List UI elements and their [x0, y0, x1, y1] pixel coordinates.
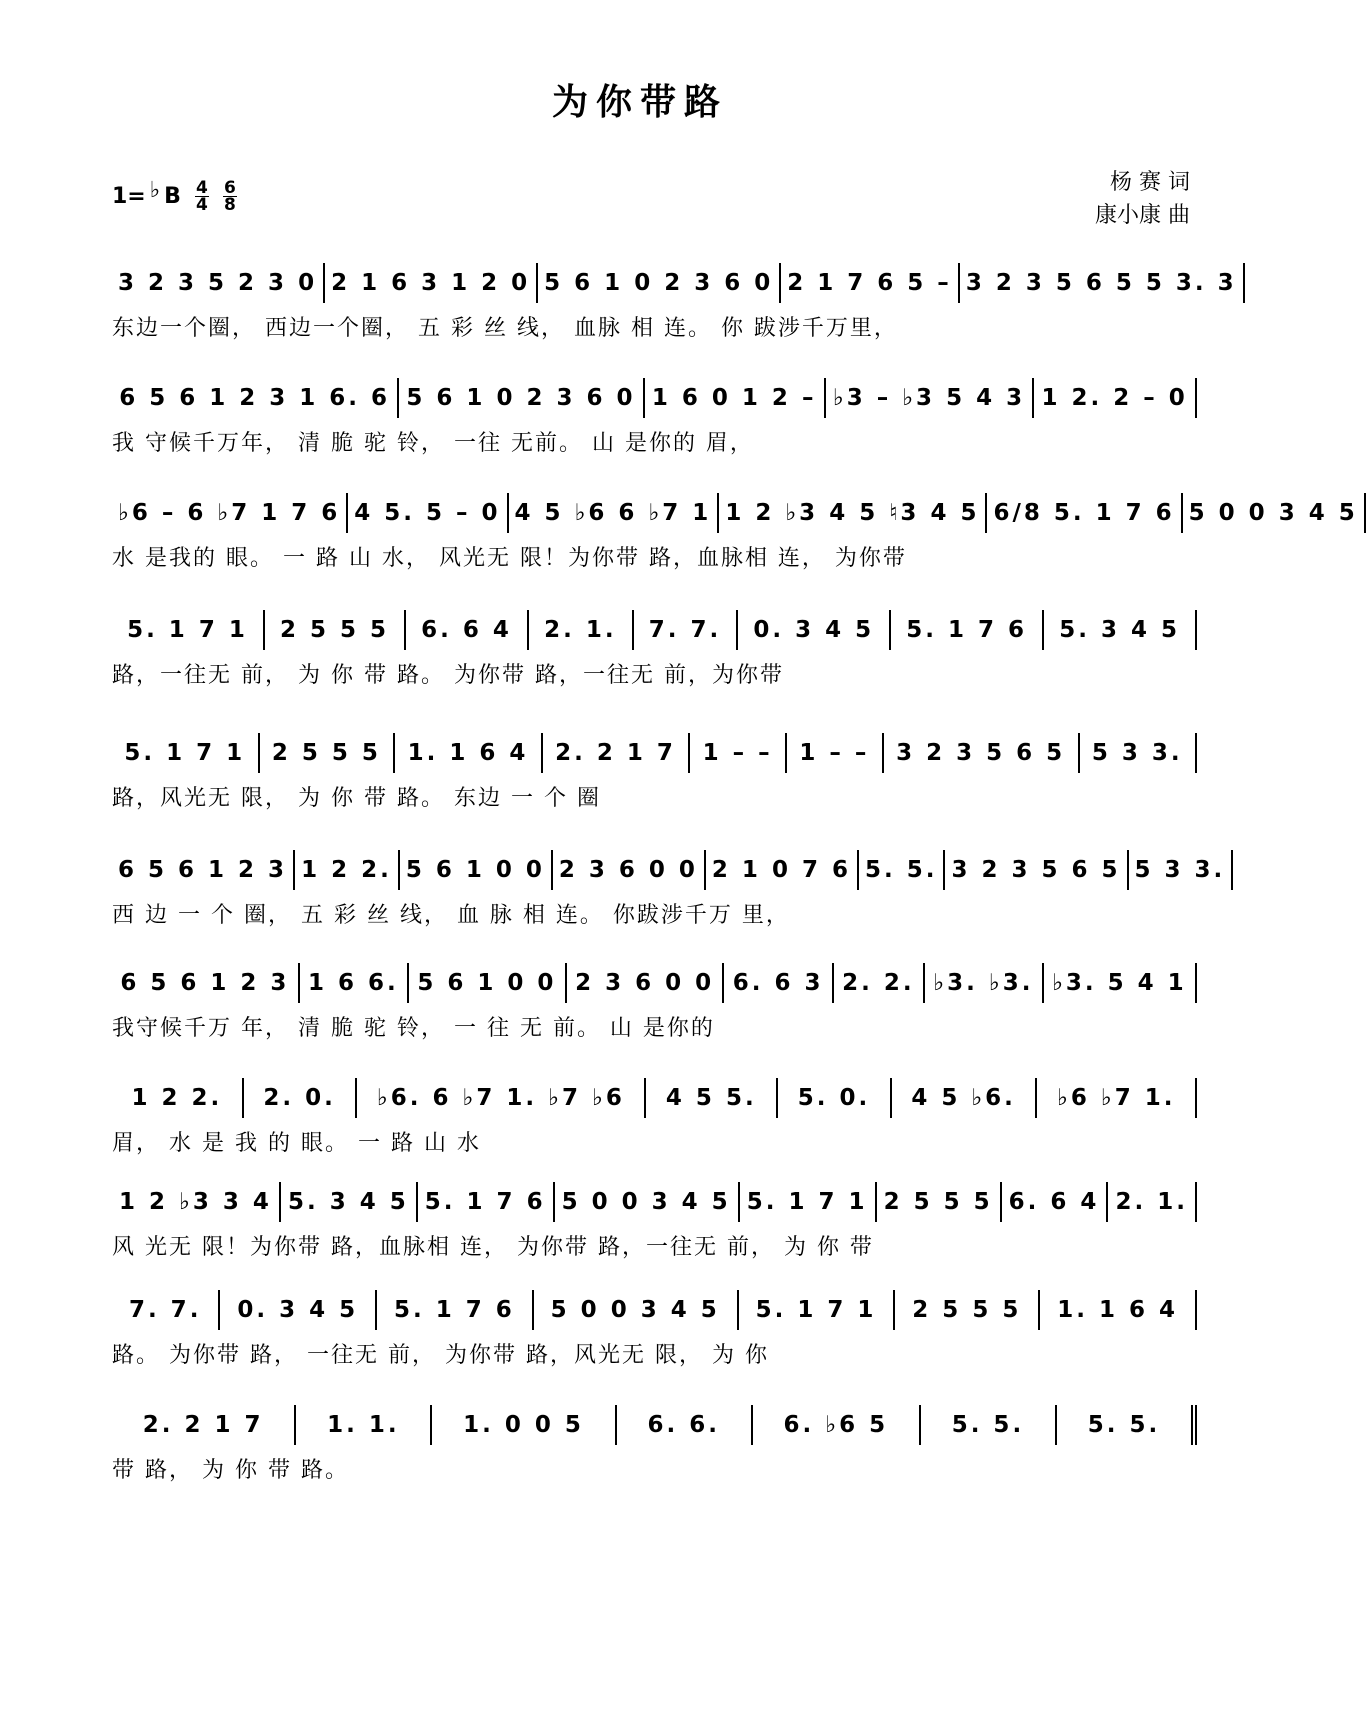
measure: 5. 5. — [921, 1405, 1057, 1445]
measure: 6. 6 4 — [406, 610, 529, 650]
measure: 5. 1 7 1 — [739, 1290, 896, 1330]
score-row — [112, 378, 1197, 488]
measure: 5 3 3. — [1129, 850, 1234, 890]
measure: 5. 1 7 1 — [740, 1182, 877, 1222]
measure: 2 5 5 5 — [260, 733, 396, 773]
time-signature-2: $\frac{6}{8}$ — [224, 178, 236, 215]
lyrics-line: 带 路， 为 你 带 路。 — [112, 1458, 349, 1483]
measure: 5 6 1 0 0 — [409, 963, 567, 1003]
measure: 7. 7. — [112, 1290, 220, 1330]
measure: 2 5 5 5 — [895, 1290, 1040, 1330]
measure: 1 6 6. — [300, 963, 409, 1003]
measure: 2 1 6 3 1 2 0 — [325, 263, 538, 303]
lyricist: 杨 赛 词 — [1110, 170, 1190, 195]
measure: 2. 2 1 7 — [112, 1405, 296, 1445]
notation-line — [112, 610, 1197, 650]
score-row — [112, 493, 1358, 603]
measure: 4 5. 5 – 0 — [348, 493, 508, 533]
key-prefix: 1= — [112, 184, 146, 209]
measure: ♭3. ♭3. — [925, 963, 1044, 1003]
measure: 5 0 0 3 4 5 — [1183, 493, 1366, 533]
flat-sign: ♭ — [149, 178, 161, 203]
score-row — [112, 1182, 1197, 1292]
measure: 3 2 3 5 2 3 0 — [112, 263, 325, 303]
measure: ♭6 ♭7 1. — [1037, 1078, 1197, 1118]
measure: 1 2 ♭3 4 5 ♮3 4 5 — [719, 493, 987, 533]
score-row — [112, 850, 1226, 960]
measure: 5. 1 7 1 — [112, 733, 260, 773]
time-signature-1: $\frac{4}{4}$ — [196, 178, 208, 215]
measure: 1. 0 0 5 — [432, 1405, 616, 1445]
measure: 2. 0. — [244, 1078, 358, 1118]
measure: ♭6. 6 ♭7 1. ♭7 ♭6 — [357, 1078, 646, 1118]
notation-line — [112, 263, 1237, 303]
measure: 4 5 ♭6 6 ♭7 1 — [509, 493, 720, 533]
measure: 7. 7. — [634, 610, 739, 650]
lyrics-line: 东边一个圈， 西边一个圈， 五 彩 丝 线， 血脉 相 连。 你 跋涉千万里， — [112, 316, 898, 341]
measure: 5. 5. — [859, 850, 946, 890]
measure: 5 6 1 0 2 3 6 0 — [538, 263, 781, 303]
key-signature — [112, 180, 237, 213]
score-row — [112, 733, 1197, 843]
measure: 1. 1. — [296, 1405, 432, 1445]
measure: 5 6 1 0 2 3 6 0 — [399, 378, 644, 418]
key-tonic: B — [164, 184, 181, 209]
measure: 1. 1 6 4 — [1040, 1290, 1197, 1330]
lyrics-line: 水 是我的 眼。 一 路 山 水， 风光无 限！为你带 路，血脉相 连， 为你带 — [112, 546, 907, 571]
song-title: 为你带路 — [551, 82, 728, 123]
measure: 5. 3 4 5 — [281, 1182, 418, 1222]
lyrics-line: 我守候千万 年， 清 脆 驼 铃， 一 往 无 前。 山 是你的 — [112, 1016, 715, 1041]
score-row — [112, 263, 1237, 373]
measure: 0. 3 4 5 — [738, 610, 891, 650]
measure: 6. 6 3 — [724, 963, 833, 1003]
lyrics-line: 风 光无 限！为你带 路，血脉相 连， 为你带 路，一往无 前， 为 你 带 — [112, 1235, 874, 1260]
measure: 6/8 5. 1 7 6 — [987, 493, 1182, 533]
measure: 1 2 ♭3 3 4 — [112, 1182, 281, 1222]
measure: 2. 2 1 7 — [543, 733, 691, 773]
measure: 6. 6 4 — [1002, 1182, 1109, 1222]
measure: ♭6 – 6 ♭7 1 7 6 — [112, 493, 348, 533]
measure: 6 5 6 1 2 3 — [112, 850, 295, 890]
lyrics-line: 路。 为你带 路， 一往无 前， 为你带 路，风光无 限， 为 你 — [112, 1343, 769, 1368]
score-row — [112, 1405, 1197, 1515]
lyrics-line: 西 边 一 个 圈， 五 彩 丝 线， 血 脉 相 连。 你跋涉千万 里， — [112, 903, 790, 928]
measure: 2. 1. — [529, 610, 634, 650]
measure: 1 6 0 1 2 – — [645, 378, 826, 418]
score-row — [112, 1078, 1197, 1188]
measure: 1 2. 2 – 0 — [1034, 378, 1197, 418]
notation-line — [112, 1078, 1197, 1118]
measure: 3 2 3 5 6 5 — [945, 850, 1128, 890]
measure: 5 6 1 0 0 — [400, 850, 553, 890]
measure: 2 5 5 5 — [877, 1182, 1002, 1222]
notation-line — [112, 1182, 1197, 1222]
measure: 3 2 3 5 6 5 — [884, 733, 1080, 773]
lyrics-line: 路，风光无 限， 为 你 带 路。 东边 一 个 圈 — [112, 786, 601, 811]
measure: 5 0 0 3 4 5 — [534, 1290, 739, 1330]
measure: 0. 3 4 5 — [220, 1290, 377, 1330]
measure: 5. 3 4 5 — [1044, 610, 1197, 650]
measure: 5. 1 7 6 — [891, 610, 1044, 650]
measure: 6. 6. — [617, 1405, 753, 1445]
measure: 2 5 5 5 — [265, 610, 406, 650]
measure: 2 3 6 0 0 — [567, 963, 725, 1003]
measure: ♭3 – ♭3 5 4 3 — [826, 378, 1035, 418]
measure: 5. 1 7 1 — [112, 610, 265, 650]
measure: 2 1 0 7 6 — [706, 850, 859, 890]
measure: 2. 2. — [834, 963, 925, 1003]
measure: 6 5 6 1 2 3 1 6. 6 — [112, 378, 399, 418]
composer: 康小康 曲 — [1095, 203, 1190, 228]
measure: 5. 1 7 6 — [418, 1182, 555, 1222]
credits — [1095, 166, 1190, 232]
measure: ♭3. 5 4 1 — [1044, 963, 1197, 1003]
score-row — [112, 610, 1197, 720]
measure: 1. 1 6 4 — [395, 733, 543, 773]
notation-line — [112, 963, 1197, 1003]
lyrics-line: 眉， 水 是 我 的 眼。 一 路 山 水 — [112, 1131, 481, 1156]
measure: 1 – – — [787, 733, 884, 773]
measure: 2 1 7 6 5 – — [781, 263, 960, 303]
measure: 6 5 6 1 2 3 — [112, 963, 300, 1003]
measure: 5 3 3. — [1080, 733, 1197, 773]
measure: 4 5 5. — [646, 1078, 778, 1118]
measure: 1 – – — [690, 733, 787, 773]
measure: 1 2 2. — [295, 850, 400, 890]
score-row — [112, 1290, 1197, 1400]
measure: 2. 1. — [1108, 1182, 1197, 1222]
measure: 2 3 6 0 0 — [553, 850, 706, 890]
notation-line — [112, 733, 1197, 773]
measure: 5. 1 7 6 — [377, 1290, 534, 1330]
lyrics-line: 路，一往无 前， 为 你 带 路。 为你带 路，一往无 前，为你带 — [112, 663, 784, 688]
measure: 4 5 ♭6. — [892, 1078, 1038, 1118]
measure: 5. 0. — [778, 1078, 892, 1118]
notation-line — [112, 1290, 1197, 1330]
notation-line — [112, 1405, 1197, 1445]
notation-line — [112, 493, 1358, 533]
measure: 5 0 0 3 4 5 — [555, 1182, 740, 1222]
measure: 1 2 2. — [112, 1078, 244, 1118]
lyrics-line: 我 守候千万年， 清 脆 驼 铃， 一往 无前。 山 是你的 眉， — [112, 431, 754, 456]
notation-line — [112, 378, 1197, 418]
measure: 5. 5. — [1057, 1405, 1197, 1445]
score-row — [112, 963, 1197, 1073]
measure: 6. ♭6 5 — [753, 1405, 921, 1445]
measure: 3 2 3 5 6 5 5 3. 3 — [960, 263, 1245, 303]
notation-line — [112, 850, 1226, 890]
